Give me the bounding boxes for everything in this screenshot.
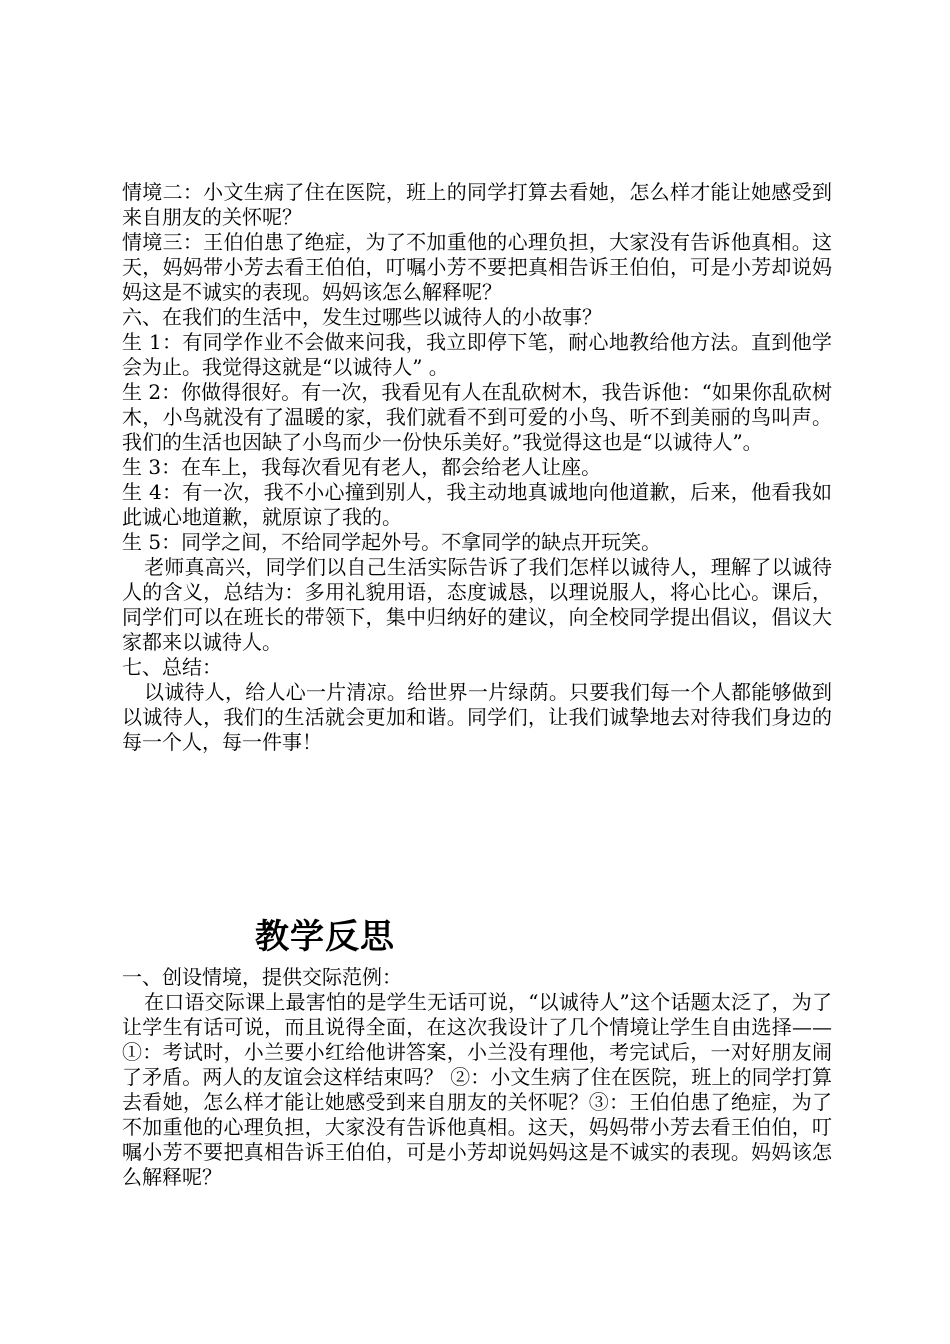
- teacher-summary-paragraph: 老师真高兴，同学们以自己生活实际告诉了我们怎样以诚待人，理解了以诚待人的含义，总结为：多用礼貌用语，态度诚恳，以理说服人，将心比心。课后，同学们可以在班长的带领下，集中归纳好的建议，向全校同学提出倡议，倡议大家都来以诚待人。: [122, 555, 832, 654]
- student-3-answer: 生 3：在车上，我每次看见有老人，都会给老人让座。: [122, 455, 602, 479]
- student-1-answer: 生 1：有同学作业不会做来问我，我立即停下笔，耐心地教给他方法。直到他学会为止。我觉得这就是“以诚待人” 。: [122, 330, 832, 379]
- reflection-title: 教学反思: [255, 917, 395, 957]
- conclusion-paragraph: 以诚待人，给人心一片清凉。给世界一片绿荫。只要我们每一个人都能够做到以诚待人，我们的生活就会更加和谐。同学们，让我们诚挚地去对待我们身边的每一个人，每一件事！: [122, 680, 832, 754]
- student-2-answer: 生 2：你做得很好。有一次，我看见有人在乱砍树木，我告诉他：“如果你乱砍树木，小鸟就没有了温暖的家，我们就看不到可爱的小鸟、听不到美丽的鸟叫声。我们的生活也因缺了小鸟而少一份快乐美好。”我觉得这也是“以诚待人”。: [122, 380, 832, 454]
- reflection-body: [122, 965, 832, 1190]
- student-5-answer: 生 5：同学之间，不给同学起外号。不拿同学的缺点开玩笑。: [122, 530, 662, 554]
- section-seven-heading: 七、总结：: [122, 655, 222, 679]
- scenario-three-paragraph: 情境三：王伯伯患了绝症，为了不加重他的心理负担，大家没有告诉他真相。这天，妈妈带小芳去看王伯伯，叮嘱小芳不要把真相告诉王伯伯，可是小芳却说妈妈这是不诚实的表现。妈妈该怎么解释呢？: [122, 230, 832, 304]
- reflection-paragraph: 在口语交际课上最害怕的是学生无话可说，“以诚待人”这个话题太泛了，为了让学生有话可说，而且说得全面，在这次我设计了几个情境让学生自由选择——①：考试时，小兰要小红给他讲答案，小兰没有理他，考完试后，一对好朋友闹了矛盾。两人的友谊会这样结束吗？ ②：小文生病了住在医院，班上的同学打算去看她，怎么样才能让她感受到来自朋友的关怀呢？③：王伯伯患了绝症，为了不加重他的心理负担，大家没有告诉他真相。这天，妈妈带小芳去看王伯伯，叮嘱小芳不要把真相告诉王伯伯，可是小芳却说妈妈这是不诚实的表现。妈妈该怎么解释呢？: [122, 990, 832, 1189]
- lesson-body: [122, 180, 832, 755]
- scenario-two-paragraph: 情境二：小文生病了住在医院，班上的同学打算去看她，怎么样才能让她感受到来自朋友的关怀呢？: [122, 180, 832, 229]
- reflection-section-one-heading: 一、创设情境，提供交际范例：: [122, 965, 402, 989]
- section-six-heading: 六、在我们的生活中，发生过哪些以诚待人的小故事？: [122, 305, 602, 329]
- student-4-answer: 生 4：有一次，我不小心撞到别人，我主动地真诚地向他道歉，后来，他看我如此诚心地道歉，就原谅了我的。: [122, 480, 832, 529]
